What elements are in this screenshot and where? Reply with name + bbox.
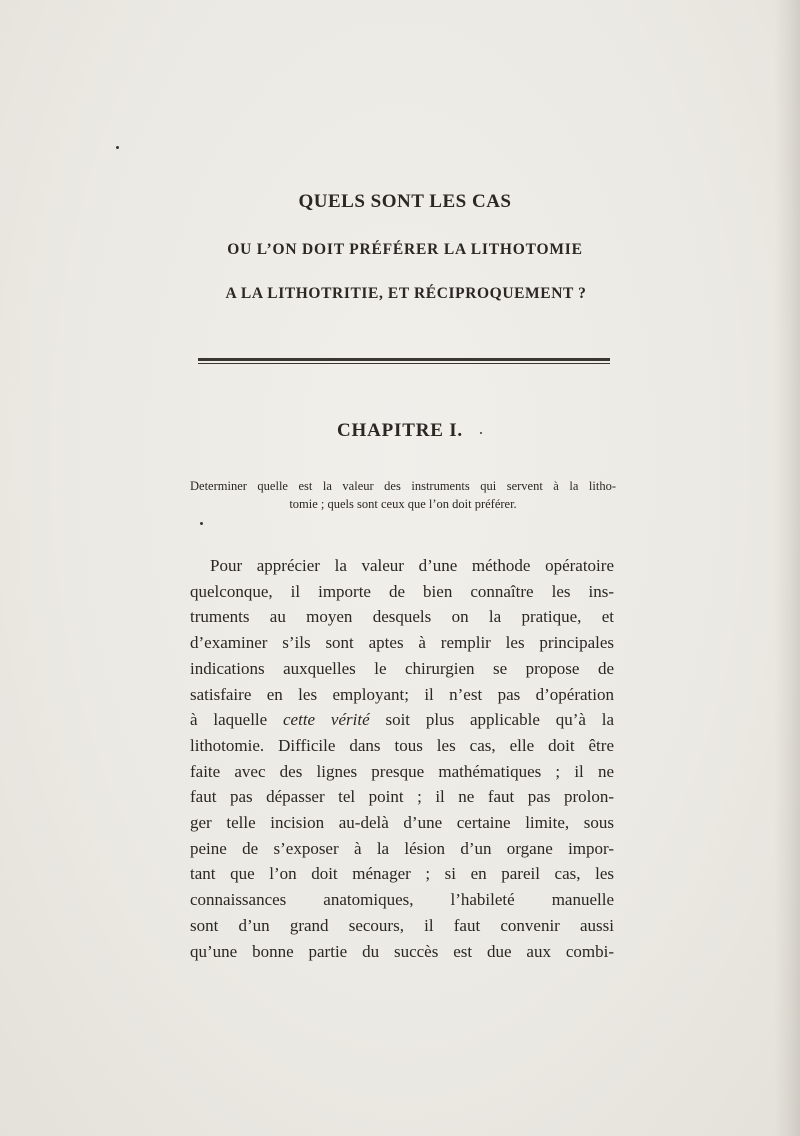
body-line-with-emphasis	[190, 707, 614, 733]
body-line: sont d’un grand secours, il faut convenir aussi	[190, 915, 614, 935]
chapter-summary	[190, 477, 616, 513]
body-line-part: à laquelle	[190, 710, 268, 730]
body-line: satisfaire en les employant; il n’est pas d’opération	[190, 684, 614, 704]
body-line: qu’une bonne partie du succès est due aux combi-	[190, 941, 614, 961]
body-line: quelconque, il importe de bien connaître les ins-	[190, 581, 614, 601]
body-line: peine de s’exposer à la lésion d’un organe impor-	[190, 838, 614, 858]
body-paragraph	[190, 553, 614, 964]
body-line: tant que l’on doit ménager ; si en pareil cas, les	[190, 864, 614, 884]
page-edge-shadow	[774, 0, 800, 1136]
body-line: indications auxquelles le chirurgien se propose de	[190, 658, 614, 678]
body-line: faite avec des lignes presque mathématiques ; il ne	[190, 761, 614, 781]
heading-line-1: QUELS SONT LES CAS	[298, 191, 512, 212]
paper-speck	[480, 432, 482, 434]
body-line: connaissances anatomiques, l’habileté manuelle	[190, 890, 614, 910]
heading-line-2: OU L’ON DOIT PRÉFÉRER LA LITHOTOMIE	[227, 241, 583, 258]
body-line: ger telle incision au-delà d’une certaine limite, sous	[190, 813, 614, 833]
summary-line: Determiner quelle est la valeur des instruments qui servent à la litho-	[190, 479, 616, 493]
paper-speck	[116, 146, 119, 149]
body-line: lithotomie. Difficile dans tous les cas, elle doit être	[190, 735, 614, 755]
paper-speck	[200, 522, 203, 525]
heading-line-3: A LA LITHOTRITIE, ET RÉCIPROQUEMENT ?	[225, 285, 587, 302]
body-line-part: soit plus applicable qu’à la	[385, 710, 614, 730]
emphasized-phrase: cette vérité	[283, 710, 370, 730]
summary-line: tomie ; quels sont ceux que l’on doit préférer.	[289, 497, 517, 511]
double-rule-divider	[198, 358, 610, 366]
body-line: faut pas dépasser tel point ; il ne faut pas prolon-	[190, 787, 614, 807]
chapter-title: CHAPITRE I.	[337, 420, 463, 441]
body-line: Pour apprécier la valeur d’une méthode opératoire	[210, 556, 614, 575]
body-line: d’examiner s’ils sont aptes à remplir les principales	[190, 633, 614, 653]
rule-thin-line	[198, 363, 610, 364]
rule-thick-line	[198, 358, 610, 361]
body-line: truments au moyen desquels on la pratique, et	[190, 607, 614, 627]
